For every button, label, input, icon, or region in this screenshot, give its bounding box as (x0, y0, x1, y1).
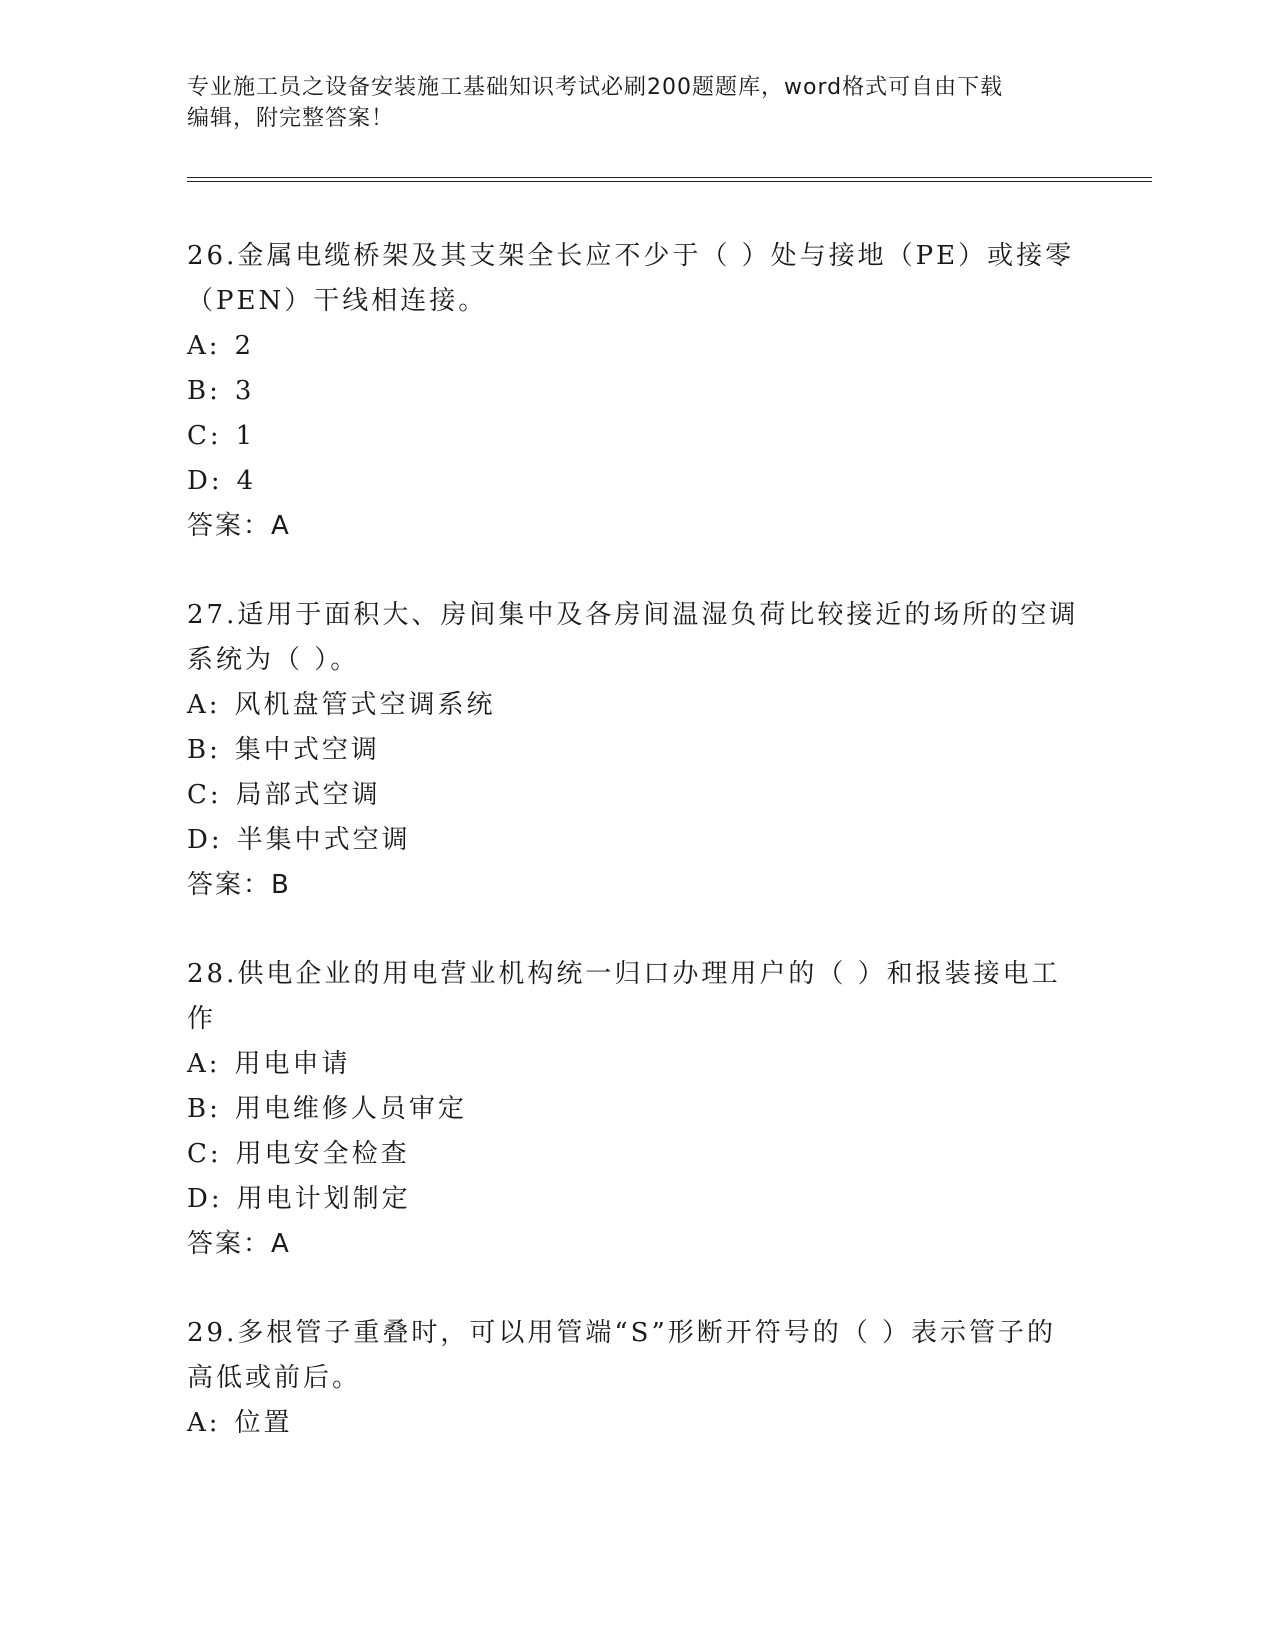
option-d (187, 818, 1087, 863)
option-value: 用电安全检查 (235, 1139, 410, 1169)
option-c (187, 414, 1087, 459)
option-value: 局部式空调 (235, 780, 381, 810)
option-key: A: (187, 1408, 221, 1438)
option-value: 用电申请 (234, 1049, 351, 1079)
option-value: 位置 (234, 1408, 293, 1438)
option-key: D: (187, 825, 223, 855)
question-29 (187, 1311, 1087, 1446)
question-27 (187, 593, 1087, 908)
option-b (187, 369, 1087, 414)
option-key: D: (187, 466, 223, 496)
answer-line: 答案：B (187, 870, 291, 900)
document-header (187, 72, 1087, 134)
option-b (187, 728, 1087, 773)
option-value: 用电计划制定 (236, 1184, 411, 1214)
option-key: C: (187, 421, 222, 451)
question-28 (187, 952, 1087, 1267)
option-value: 风机盘管式空调系统 (234, 690, 496, 720)
option-key: A: (187, 690, 221, 720)
question-text-line-1: 29.多根管子重叠时，可以用管端“S”形断开符号的（ ）表示管子的 (187, 1318, 1057, 1348)
header-line-2: 编辑，附完整答案！ (187, 106, 395, 131)
option-value: 半集中式空调 (236, 825, 411, 855)
option-key: B: (187, 1094, 221, 1124)
option-c (187, 773, 1087, 818)
option-value: 用电维修人员审定 (234, 1094, 467, 1124)
option-c (187, 1132, 1087, 1177)
option-b (187, 1087, 1087, 1132)
option-key: A: (187, 1049, 221, 1079)
question-text-line-2: 作 (187, 1004, 217, 1034)
option-key: C: (187, 1139, 222, 1169)
option-d (187, 1177, 1087, 1222)
question-text-line-1: 26.金属电缆桥架及其支架全长应不少于（ ）处与接地（PE）或接零 (187, 241, 1075, 271)
option-key: B: (187, 735, 221, 765)
option-a (187, 1042, 1087, 1087)
header-divider-top (187, 177, 1152, 178)
question-text-line-1: 28.供电企业的用电营业机构统一归口办理用户的（ ）和报装接电工 (187, 959, 1061, 989)
option-key: C: (187, 780, 222, 810)
question-text-line-2: （PEN）干线相连接。 (187, 286, 488, 316)
option-value: 集中式空调 (234, 735, 380, 765)
option-key: D: (187, 1184, 223, 1214)
answer-line: 答案：A (187, 1229, 291, 1259)
header-divider-bottom (187, 181, 1152, 182)
question-text-line-2: 系统为（ ）。 (187, 645, 360, 675)
option-a (187, 683, 1087, 728)
option-value: 2 (234, 331, 255, 361)
option-a (187, 1401, 1087, 1446)
option-value: 4 (236, 466, 257, 496)
question-text-line-2: 高低或前后。 (187, 1363, 362, 1393)
question-list (187, 234, 1087, 1490)
option-a (187, 324, 1087, 369)
option-key: B: (187, 376, 221, 406)
question-26 (187, 234, 1087, 549)
option-d (187, 459, 1087, 504)
option-key: A: (187, 331, 221, 361)
option-value: 1 (235, 421, 256, 451)
answer-line: 答案：A (187, 511, 291, 541)
question-text-line-1: 27.适用于面积大、房间集中及各房间温湿负荷比较接近的场所的空调 (187, 600, 1079, 630)
header-line-1: 专业施工员之设备安装施工基础知识考试必刷200题题库，word格式可自由下载 (187, 75, 1004, 100)
option-value: 3 (234, 376, 255, 406)
